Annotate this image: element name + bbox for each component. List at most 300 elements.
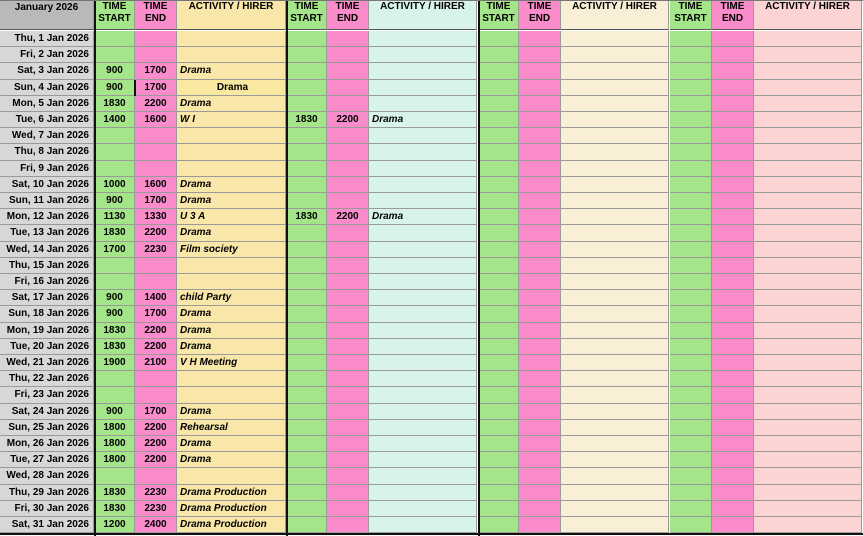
activity-cell[interactable]: Drama	[177, 177, 286, 193]
activity-cell[interactable]	[561, 161, 669, 177]
activity-cell[interactable]	[561, 209, 669, 225]
time-end-cell[interactable]	[519, 161, 561, 177]
time-end-cell[interactable]	[135, 387, 177, 404]
activity-cell[interactable]	[561, 387, 669, 404]
time-start-cell[interactable]	[479, 193, 519, 209]
time-start-cell[interactable]: 1830	[95, 339, 135, 355]
activity-cell[interactable]	[369, 436, 477, 452]
time-start-cell[interactable]: 1830	[95, 225, 135, 242]
activity-cell[interactable]	[754, 387, 862, 404]
activity-cell[interactable]	[369, 371, 477, 387]
activity-cell[interactable]	[177, 387, 286, 404]
time-end-cell[interactable]	[712, 339, 754, 355]
time-start-cell[interactable]	[95, 144, 135, 161]
activity-cell[interactable]	[754, 517, 862, 533]
time-start-cell[interactable]	[479, 258, 519, 274]
time-start-cell[interactable]: 1800	[95, 420, 135, 436]
time-end-cell[interactable]	[712, 274, 754, 290]
time-end-cell[interactable]	[327, 80, 369, 96]
time-end-cell[interactable]	[135, 371, 177, 387]
time-end-cell[interactable]	[712, 225, 754, 242]
time-end-cell[interactable]	[327, 387, 369, 404]
time-end-cell[interactable]: 2230	[135, 501, 177, 517]
activity-cell[interactable]: child Party	[177, 290, 286, 306]
time-start-cell[interactable]	[670, 128, 712, 144]
time-end-cell[interactable]	[327, 31, 369, 47]
time-end-cell[interactable]	[327, 47, 369, 63]
activity-cell[interactable]	[754, 144, 862, 161]
time-start-cell[interactable]: 1900	[95, 355, 135, 371]
time-end-cell[interactable]	[327, 274, 369, 290]
time-end-cell[interactable]	[712, 193, 754, 209]
activity-cell[interactable]	[754, 468, 862, 485]
activity-cell[interactable]	[754, 452, 862, 468]
time-start-cell[interactable]	[287, 355, 327, 371]
time-start-cell[interactable]	[670, 339, 712, 355]
activity-cell[interactable]: Drama	[177, 452, 286, 468]
activity-cell[interactable]	[754, 161, 862, 177]
time-start-cell[interactable]	[287, 161, 327, 177]
time-start-cell[interactable]	[287, 339, 327, 355]
time-end-cell[interactable]	[712, 144, 754, 161]
time-start-cell[interactable]	[95, 128, 135, 144]
time-start-cell[interactable]	[670, 209, 712, 225]
time-end-cell[interactable]	[327, 242, 369, 258]
time-end-cell[interactable]: 2230	[135, 485, 177, 501]
time-start-cell[interactable]	[287, 420, 327, 436]
time-end-cell[interactable]: 1700	[135, 404, 177, 420]
activity-cell[interactable]	[754, 274, 862, 290]
activity-cell[interactable]	[561, 339, 669, 355]
time-end-cell[interactable]: 2230	[135, 242, 177, 258]
activity-cell[interactable]	[369, 355, 477, 371]
time-start-cell[interactable]: 1800	[95, 436, 135, 452]
activity-cell[interactable]: Drama	[177, 323, 286, 339]
time-start-cell[interactable]	[479, 242, 519, 258]
time-start-cell[interactable]	[95, 468, 135, 485]
activity-cell[interactable]: Drama	[369, 209, 477, 225]
time-end-cell[interactable]	[712, 468, 754, 485]
time-end-cell[interactable]	[327, 355, 369, 371]
time-start-cell[interactable]	[287, 193, 327, 209]
activity-cell[interactable]: Drama	[177, 225, 286, 242]
time-start-cell[interactable]: 1130	[95, 209, 135, 225]
activity-cell[interactable]	[369, 339, 477, 355]
time-start-cell[interactable]	[670, 177, 712, 193]
time-start-cell[interactable]	[479, 96, 519, 112]
activity-cell[interactable]	[561, 144, 669, 161]
time-start-cell[interactable]	[670, 387, 712, 404]
time-start-cell[interactable]	[670, 290, 712, 306]
time-end-cell[interactable]	[712, 306, 754, 323]
time-start-cell[interactable]	[479, 485, 519, 501]
time-start-cell[interactable]	[670, 161, 712, 177]
activity-cell[interactable]	[369, 242, 477, 258]
time-end-cell[interactable]	[519, 47, 561, 63]
activity-cell[interactable]	[369, 225, 477, 242]
activity-cell[interactable]	[561, 112, 669, 128]
time-end-cell[interactable]	[519, 209, 561, 225]
time-end-cell[interactable]	[712, 517, 754, 533]
time-start-cell[interactable]	[670, 47, 712, 63]
time-start-cell[interactable]	[670, 80, 712, 96]
time-end-cell[interactable]: 1400	[135, 290, 177, 306]
activity-cell[interactable]	[561, 193, 669, 209]
activity-cell[interactable]	[369, 290, 477, 306]
time-end-cell[interactable]	[327, 371, 369, 387]
time-end-cell[interactable]	[712, 323, 754, 339]
time-start-cell[interactable]	[479, 436, 519, 452]
time-start-cell[interactable]	[479, 517, 519, 533]
time-end-cell[interactable]	[519, 323, 561, 339]
activity-cell[interactable]	[369, 452, 477, 468]
activity-cell[interactable]	[177, 128, 286, 144]
time-end-cell[interactable]	[327, 290, 369, 306]
activity-cell[interactable]	[754, 80, 862, 96]
time-end-cell[interactable]	[327, 323, 369, 339]
activity-cell[interactable]	[369, 404, 477, 420]
activity-cell[interactable]: Drama	[177, 404, 286, 420]
time-end-cell[interactable]	[327, 177, 369, 193]
time-end-cell[interactable]	[519, 420, 561, 436]
activity-cell[interactable]	[369, 501, 477, 517]
activity-cell[interactable]	[369, 144, 477, 161]
activity-cell[interactable]	[177, 258, 286, 274]
time-start-cell[interactable]	[95, 47, 135, 63]
time-start-cell[interactable]	[287, 306, 327, 323]
activity-cell[interactable]	[754, 225, 862, 242]
time-start-cell[interactable]	[479, 274, 519, 290]
activity-cell[interactable]: Rehearsal	[177, 420, 286, 436]
activity-cell[interactable]: Drama	[177, 63, 286, 80]
time-end-cell[interactable]	[327, 404, 369, 420]
activity-cell[interactable]: U 3 A	[177, 209, 286, 225]
time-start-cell[interactable]: 900	[95, 290, 135, 306]
time-start-cell[interactable]: 1830	[95, 501, 135, 517]
activity-cell[interactable]	[754, 96, 862, 112]
activity-cell[interactable]	[369, 161, 477, 177]
time-start-cell[interactable]	[479, 452, 519, 468]
time-start-cell[interactable]	[670, 258, 712, 274]
time-start-cell[interactable]	[287, 323, 327, 339]
activity-cell[interactable]	[561, 485, 669, 501]
time-end-cell[interactable]	[519, 501, 561, 517]
activity-cell[interactable]	[369, 485, 477, 501]
activity-cell[interactable]	[561, 371, 669, 387]
time-start-cell[interactable]: 900	[95, 193, 135, 209]
time-start-cell[interactable]	[287, 452, 327, 468]
activity-cell[interactable]	[561, 517, 669, 533]
time-start-cell[interactable]	[287, 63, 327, 80]
time-start-cell[interactable]	[479, 306, 519, 323]
time-start-cell[interactable]	[287, 144, 327, 161]
time-start-cell[interactable]	[670, 31, 712, 47]
time-start-cell[interactable]	[287, 274, 327, 290]
activity-cell[interactable]	[754, 128, 862, 144]
activity-cell[interactable]	[369, 47, 477, 63]
activity-cell[interactable]: Drama	[177, 96, 286, 112]
activity-cell[interactable]	[754, 242, 862, 258]
time-end-cell[interactable]	[712, 404, 754, 420]
time-end-cell[interactable]	[327, 225, 369, 242]
activity-cell[interactable]	[561, 63, 669, 80]
time-end-cell[interactable]	[519, 517, 561, 533]
time-start-cell[interactable]	[287, 128, 327, 144]
time-start-cell[interactable]	[670, 274, 712, 290]
time-start-cell[interactable]	[479, 420, 519, 436]
time-end-cell[interactable]	[327, 144, 369, 161]
time-start-cell[interactable]	[670, 306, 712, 323]
time-end-cell[interactable]	[519, 177, 561, 193]
time-end-cell[interactable]	[519, 436, 561, 452]
time-start-cell[interactable]	[95, 31, 135, 47]
time-end-cell[interactable]	[519, 371, 561, 387]
time-start-cell[interactable]	[287, 468, 327, 485]
time-end-cell[interactable]	[327, 161, 369, 177]
time-start-cell[interactable]: 1830	[287, 209, 327, 225]
time-start-cell[interactable]	[670, 436, 712, 452]
time-start-cell[interactable]	[287, 225, 327, 242]
time-start-cell[interactable]	[479, 339, 519, 355]
time-end-cell[interactable]	[327, 452, 369, 468]
time-end-cell[interactable]	[519, 290, 561, 306]
activity-cell[interactable]	[369, 420, 477, 436]
time-start-cell[interactable]	[287, 47, 327, 63]
time-start-cell[interactable]	[287, 517, 327, 533]
time-end-cell[interactable]	[712, 96, 754, 112]
time-start-cell[interactable]: 1200	[95, 517, 135, 533]
time-end-cell[interactable]	[519, 193, 561, 209]
activity-cell[interactable]	[561, 306, 669, 323]
time-end-cell[interactable]: 1700	[135, 63, 177, 80]
time-end-cell[interactable]: 2200	[327, 112, 369, 128]
activity-cell[interactable]	[754, 112, 862, 128]
time-start-cell[interactable]: 900	[95, 306, 135, 323]
activity-cell[interactable]	[177, 161, 286, 177]
activity-cell[interactable]	[177, 31, 286, 47]
time-end-cell[interactable]	[519, 258, 561, 274]
time-end-cell[interactable]: 1700	[135, 80, 177, 96]
time-end-cell[interactable]	[712, 436, 754, 452]
activity-cell[interactable]	[369, 517, 477, 533]
time-end-cell[interactable]: 1600	[135, 177, 177, 193]
time-start-cell[interactable]: 1000	[95, 177, 135, 193]
time-start-cell[interactable]	[670, 144, 712, 161]
activity-cell[interactable]	[369, 177, 477, 193]
time-start-cell[interactable]	[287, 242, 327, 258]
time-end-cell[interactable]	[519, 242, 561, 258]
time-start-cell[interactable]: 1830	[287, 112, 327, 128]
activity-cell[interactable]: V H Meeting	[177, 355, 286, 371]
time-end-cell[interactable]	[519, 63, 561, 80]
activity-cell[interactable]	[561, 242, 669, 258]
activity-cell[interactable]	[561, 177, 669, 193]
time-end-cell[interactable]: 2200	[327, 209, 369, 225]
activity-cell[interactable]	[754, 31, 862, 47]
time-end-cell[interactable]	[712, 31, 754, 47]
time-end-cell[interactable]	[519, 274, 561, 290]
activity-cell[interactable]: Drama	[177, 436, 286, 452]
activity-cell[interactable]	[561, 290, 669, 306]
time-start-cell[interactable]: 900	[95, 80, 135, 96]
time-start-cell[interactable]	[479, 63, 519, 80]
time-start-cell[interactable]	[479, 290, 519, 306]
activity-cell[interactable]	[369, 323, 477, 339]
time-end-cell[interactable]	[327, 306, 369, 323]
time-end-cell[interactable]	[712, 242, 754, 258]
time-start-cell[interactable]	[287, 485, 327, 501]
time-end-cell[interactable]	[135, 468, 177, 485]
time-end-cell[interactable]	[712, 501, 754, 517]
activity-cell[interactable]: Drama Production	[177, 517, 286, 533]
time-end-cell[interactable]	[712, 355, 754, 371]
time-start-cell[interactable]	[479, 161, 519, 177]
time-start-cell[interactable]	[287, 177, 327, 193]
time-end-cell[interactable]	[712, 161, 754, 177]
time-start-cell[interactable]: 1700	[95, 242, 135, 258]
time-end-cell[interactable]	[135, 144, 177, 161]
time-start-cell[interactable]	[479, 209, 519, 225]
time-end-cell[interactable]	[712, 371, 754, 387]
activity-cell[interactable]	[369, 128, 477, 144]
activity-cell[interactable]	[369, 306, 477, 323]
time-start-cell[interactable]	[670, 225, 712, 242]
time-start-cell[interactable]	[670, 112, 712, 128]
activity-cell[interactable]: Drama Production	[177, 501, 286, 517]
time-start-cell[interactable]	[287, 501, 327, 517]
time-end-cell[interactable]: 2200	[135, 452, 177, 468]
time-start-cell[interactable]	[479, 387, 519, 404]
time-end-cell[interactable]	[519, 468, 561, 485]
time-start-cell[interactable]	[479, 501, 519, 517]
activity-cell[interactable]: Drama	[177, 306, 286, 323]
activity-cell[interactable]	[754, 371, 862, 387]
time-end-cell[interactable]	[519, 31, 561, 47]
time-start-cell[interactable]	[670, 323, 712, 339]
time-start-cell[interactable]	[670, 404, 712, 420]
activity-cell[interactable]	[561, 420, 669, 436]
time-start-cell[interactable]	[479, 31, 519, 47]
time-end-cell[interactable]	[327, 258, 369, 274]
activity-cell[interactable]	[754, 404, 862, 420]
time-end-cell[interactable]	[327, 63, 369, 80]
activity-cell[interactable]: Film society	[177, 242, 286, 258]
activity-cell[interactable]	[369, 274, 477, 290]
time-end-cell[interactable]	[712, 387, 754, 404]
activity-cell[interactable]	[561, 31, 669, 47]
activity-cell[interactable]	[754, 290, 862, 306]
time-start-cell[interactable]	[670, 96, 712, 112]
time-start-cell[interactable]: 1400	[95, 112, 135, 128]
activity-cell[interactable]	[754, 420, 862, 436]
time-end-cell[interactable]	[519, 404, 561, 420]
time-start-cell[interactable]	[95, 161, 135, 177]
time-end-cell[interactable]: 1700	[135, 306, 177, 323]
time-end-cell[interactable]	[519, 387, 561, 404]
time-end-cell[interactable]: 2200	[135, 323, 177, 339]
time-end-cell[interactable]	[135, 31, 177, 47]
activity-cell[interactable]	[561, 404, 669, 420]
time-end-cell[interactable]	[327, 96, 369, 112]
time-end-cell[interactable]	[712, 177, 754, 193]
time-end-cell[interactable]	[519, 112, 561, 128]
activity-cell[interactable]	[754, 323, 862, 339]
activity-cell[interactable]: Drama	[369, 112, 477, 128]
time-start-cell[interactable]: 1800	[95, 452, 135, 468]
time-end-cell[interactable]	[712, 290, 754, 306]
activity-cell[interactable]: Drama Production	[177, 485, 286, 501]
time-end-cell[interactable]	[519, 306, 561, 323]
activity-cell[interactable]	[561, 47, 669, 63]
activity-cell[interactable]	[561, 468, 669, 485]
time-end-cell[interactable]	[135, 274, 177, 290]
time-end-cell[interactable]	[712, 452, 754, 468]
activity-cell[interactable]	[561, 225, 669, 242]
activity-cell[interactable]	[754, 436, 862, 452]
time-start-cell[interactable]	[287, 31, 327, 47]
activity-cell[interactable]	[369, 80, 477, 96]
activity-cell[interactable]	[177, 371, 286, 387]
time-start-cell[interactable]	[670, 517, 712, 533]
time-end-cell[interactable]: 2200	[135, 96, 177, 112]
time-start-cell[interactable]	[670, 63, 712, 80]
activity-cell[interactable]	[754, 47, 862, 63]
activity-cell[interactable]: Drama	[177, 193, 286, 209]
time-start-cell[interactable]	[95, 371, 135, 387]
time-start-cell[interactable]	[670, 355, 712, 371]
time-start-cell[interactable]	[479, 468, 519, 485]
time-end-cell[interactable]	[327, 193, 369, 209]
activity-cell[interactable]	[754, 63, 862, 80]
time-start-cell[interactable]	[287, 404, 327, 420]
time-start-cell[interactable]	[287, 387, 327, 404]
time-end-cell[interactable]	[519, 452, 561, 468]
activity-cell[interactable]	[561, 258, 669, 274]
time-end-cell[interactable]	[135, 128, 177, 144]
time-end-cell[interactable]	[327, 485, 369, 501]
time-end-cell[interactable]	[712, 80, 754, 96]
time-start-cell[interactable]	[670, 468, 712, 485]
activity-cell[interactable]	[754, 306, 862, 323]
activity-cell[interactable]	[369, 63, 477, 80]
time-end-cell[interactable]: 2200	[135, 225, 177, 242]
activity-cell[interactable]	[561, 452, 669, 468]
time-start-cell[interactable]	[287, 80, 327, 96]
time-end-cell[interactable]	[712, 63, 754, 80]
time-start-cell[interactable]: 1830	[95, 323, 135, 339]
time-end-cell[interactable]	[519, 339, 561, 355]
activity-cell[interactable]	[369, 387, 477, 404]
activity-cell[interactable]	[754, 177, 862, 193]
time-start-cell[interactable]: 900	[95, 404, 135, 420]
time-end-cell[interactable]	[327, 128, 369, 144]
time-end-cell[interactable]	[327, 420, 369, 436]
time-end-cell[interactable]	[135, 258, 177, 274]
time-start-cell[interactable]	[479, 47, 519, 63]
activity-cell[interactable]	[754, 193, 862, 209]
time-start-cell[interactable]	[479, 144, 519, 161]
time-start-cell[interactable]	[670, 242, 712, 258]
time-end-cell[interactable]: 2200	[135, 420, 177, 436]
time-end-cell[interactable]	[327, 501, 369, 517]
activity-cell[interactable]	[561, 323, 669, 339]
time-end-cell[interactable]: 2100	[135, 355, 177, 371]
time-end-cell[interactable]	[519, 80, 561, 96]
time-end-cell[interactable]: 1600	[135, 112, 177, 128]
time-end-cell[interactable]	[327, 339, 369, 355]
time-start-cell[interactable]	[479, 404, 519, 420]
activity-cell[interactable]	[754, 339, 862, 355]
